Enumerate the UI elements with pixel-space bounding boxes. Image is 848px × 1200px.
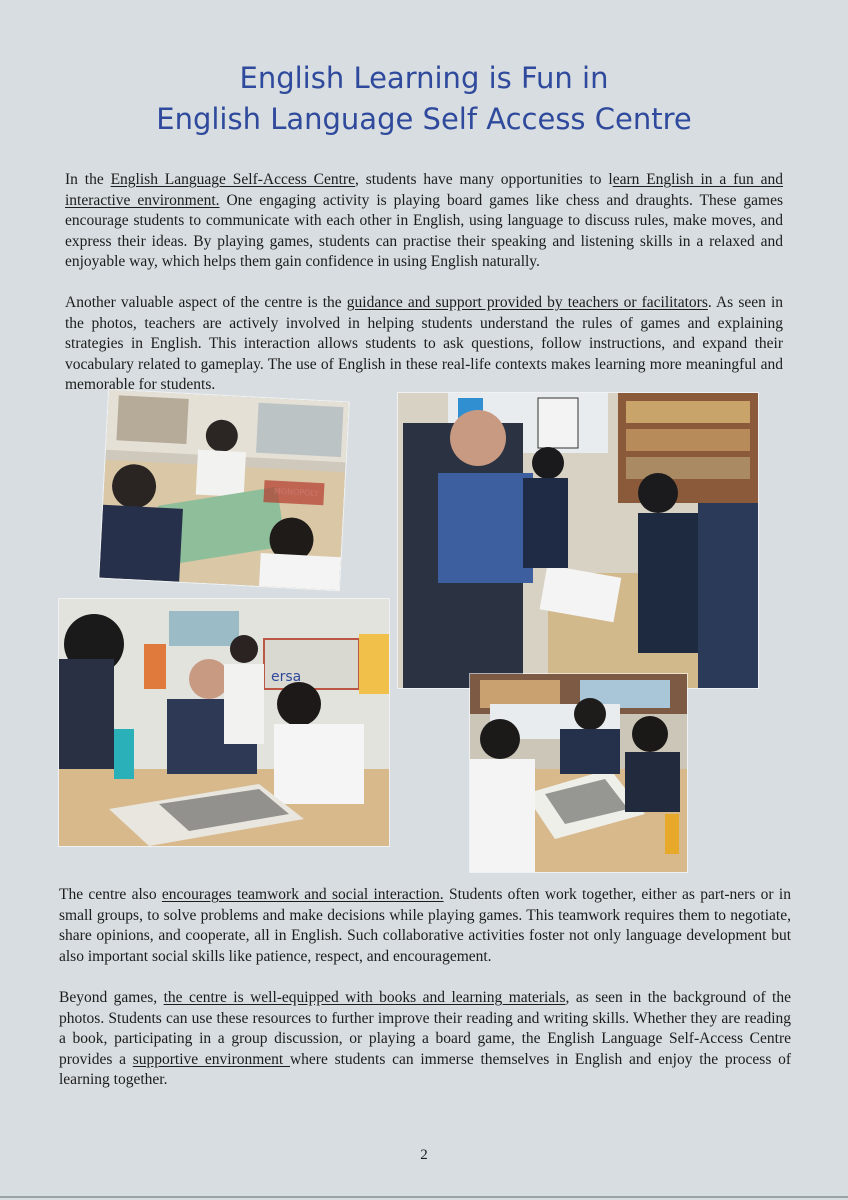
text-run: . As seen in the photos, teachers are actively involved in helping students understand the rules of games and explaining strategies in English. This interaction allows students to ask questions, follow instructions, and expand their vocabulary related to gameplay. The use of English in these real-life contexts makes learning more meaningful and memorable for students. bbox=[65, 294, 784, 394]
photo-teacher-chess bbox=[59, 599, 389, 846]
text-run: Students often work together, either as part-ners or in small groups, to solve problems and make decisions while playing games. This teamwork requires them to negotiate, share opinions, and cooperate, all in English. Such collaborative activities foster not only language development but also important social skills like patience, respect, and encouragement. bbox=[59, 886, 791, 965]
underlined-phrase: encourages teamwork and social interaction. bbox=[161, 886, 444, 903]
underlined-phrase: supportive environment bbox=[132, 1050, 290, 1068]
text-run: Beyond games, bbox=[59, 989, 164, 1006]
page-title bbox=[0, 58, 848, 140]
underlined-phrase: the centre is well-equipped with books and learning materials bbox=[163, 989, 566, 1006]
text-run: , as seen in the background of the photos. Students can use these resources to further improve their reading and writing skills. Whether they are reading a book, participating in a group discussion, or playing a board game, the English Language Self-Access Centre provides a bbox=[59, 989, 791, 1068]
underlined-phrase: English Language Self-Access Centre bbox=[110, 171, 355, 188]
photo-teacher-draughts bbox=[398, 393, 758, 688]
text-run: Another valuable aspect of the centre is the bbox=[65, 294, 347, 311]
underlined-phrase: earn English in a fun and interactive environment. bbox=[65, 171, 784, 209]
page-number: 2 bbox=[420, 1147, 428, 1163]
underlined-phrase: guidance and support provided by teachers or facilitators bbox=[346, 294, 708, 311]
paragraph-teamwork bbox=[59, 885, 791, 967]
paragraph-teacher-guidance bbox=[65, 293, 783, 396]
text-run: One engaging activity is playing board games like chess and draughts. These games encourage students to communicate with each other in English, using language to discuss rules, make moves, and express their ideas. By playing games, students can practise their speaking and listening skills in a relaxed and enjoyable way, which helps them gain confidence in using English naturally. bbox=[65, 191, 784, 271]
text-run: The centre also bbox=[59, 886, 162, 903]
title-line-1: English Learning is Fun in bbox=[239, 61, 609, 95]
paragraph-board-games bbox=[65, 170, 783, 273]
poster-label: ersa bbox=[271, 669, 302, 685]
photo-students-board-game bbox=[99, 390, 349, 590]
text-run: In the bbox=[65, 171, 111, 188]
title-line-2: English Language Self Access Centre bbox=[156, 102, 692, 136]
text-run: where students can immerse themselves in English and enjoy the process of learning together. bbox=[59, 1050, 792, 1089]
photo-students-chess bbox=[470, 674, 687, 872]
paragraph-resources bbox=[59, 988, 791, 1091]
bottom-divider bbox=[0, 1196, 848, 1198]
text-run: , students have many opportunities to l bbox=[354, 171, 613, 188]
